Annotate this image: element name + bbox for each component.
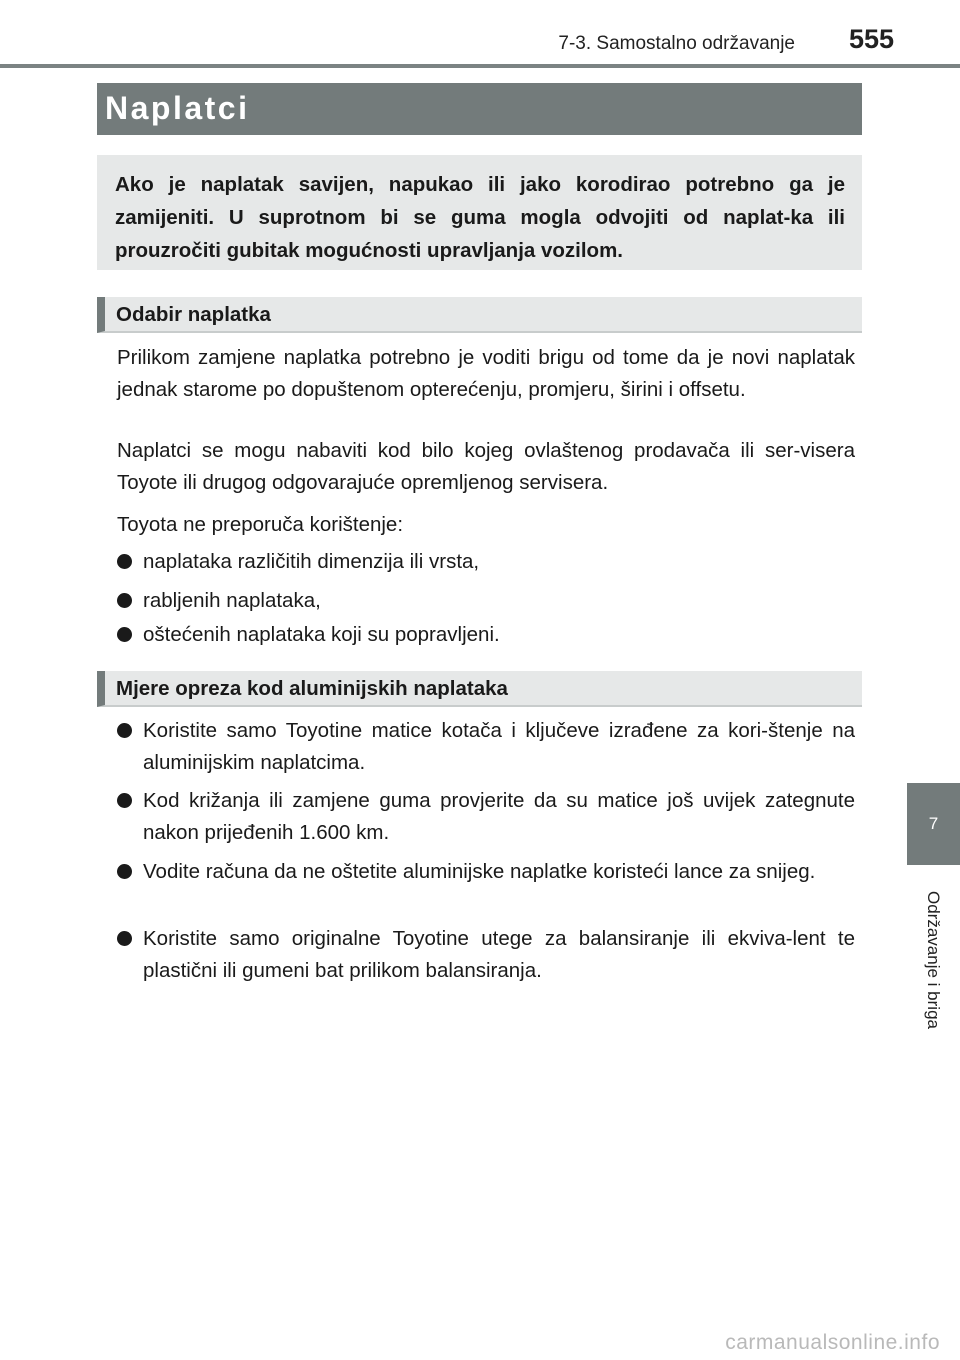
intro-warning-box: Ako je naplatak savijen, napukao ili jako korodirao potrebno ga je zamijeniti. U suprotnom bi se guma mogla odvojiti od naplat-ka ili prouzročiti gubitak mogućnosti upravljanja vozilom. (97, 155, 862, 270)
list-item-text: Kod križanja ili zamjene guma provjerite da su matice još uvijek zategnute nakon prijeđenih 1.600 km. (143, 789, 855, 844)
list-item (117, 585, 855, 617)
page-number: 555 (848, 24, 894, 54)
bullet-icon (117, 554, 132, 569)
list-item-text: Koristite samo originalne Toyotine utege za balansiranje ili ekviva-lent te plastični ili gumeni bat prilikom balansiranja. (143, 927, 855, 982)
chapter-number: 7 (928, 814, 939, 833)
page-title: Naplatci (105, 90, 250, 126)
bullet-icon (117, 864, 132, 879)
paragraph-wheel-purchase: Naplatci se mogu nabaviti kod bilo kojeg ovlaštenog prodavača ili ser-visera Toyote ili drugog odgovarajuće opremljenog servisera. (117, 439, 855, 494)
list-item-text: naplataka različitih dimenzija ili vrsta, (143, 550, 480, 573)
list-item (117, 923, 855, 986)
chapter-tab[interactable] (907, 783, 960, 865)
bullet-icon (117, 793, 132, 808)
bullet-icon (117, 723, 132, 738)
header-section-title: 7-3. Samostalno održavanje (558, 33, 795, 54)
section-heading-aluminium-wheels: Mjere opreza kod aluminijskih naplataka (97, 671, 862, 707)
list-item (117, 619, 855, 651)
paragraph-wheel-replacement: Prilikom zamjene naplatka potrebno je voditi brigu od tome da je novi naplatak jednak starome po dopuštenom opterećenju, promjeru, širini i offsetu. (117, 346, 855, 401)
list-item (117, 785, 855, 848)
list-item (117, 856, 855, 888)
bullet-icon (117, 931, 132, 946)
list-item-text: Vodite računa da ne oštetite aluminijske naplatke koristeći lance za snijeg. (143, 860, 816, 883)
list-item-text: Koristite samo Toyotine matice kotača i ključeve izrađene za kori-štenje na aluminijskim naplatcima. (143, 719, 855, 774)
header-divider (0, 64, 960, 68)
chapter-label: Održavanje i briga (924, 891, 943, 1029)
bullet-icon (117, 627, 132, 642)
paragraph-not-recommended: Toyota ne preporuča korištenje: (117, 513, 404, 536)
list-item-text: oštećenih naplataka koji su popravljeni. (143, 623, 500, 646)
list-item-text: rabljenih naplataka, (143, 589, 321, 612)
list-item (117, 715, 855, 778)
watermark: carmanualsonline.info (725, 1331, 940, 1354)
page-title-bar (97, 83, 862, 135)
section-heading-wheel-selection: Odabir naplatka (97, 297, 862, 333)
bullet-icon (117, 593, 132, 608)
list-item (117, 546, 855, 578)
